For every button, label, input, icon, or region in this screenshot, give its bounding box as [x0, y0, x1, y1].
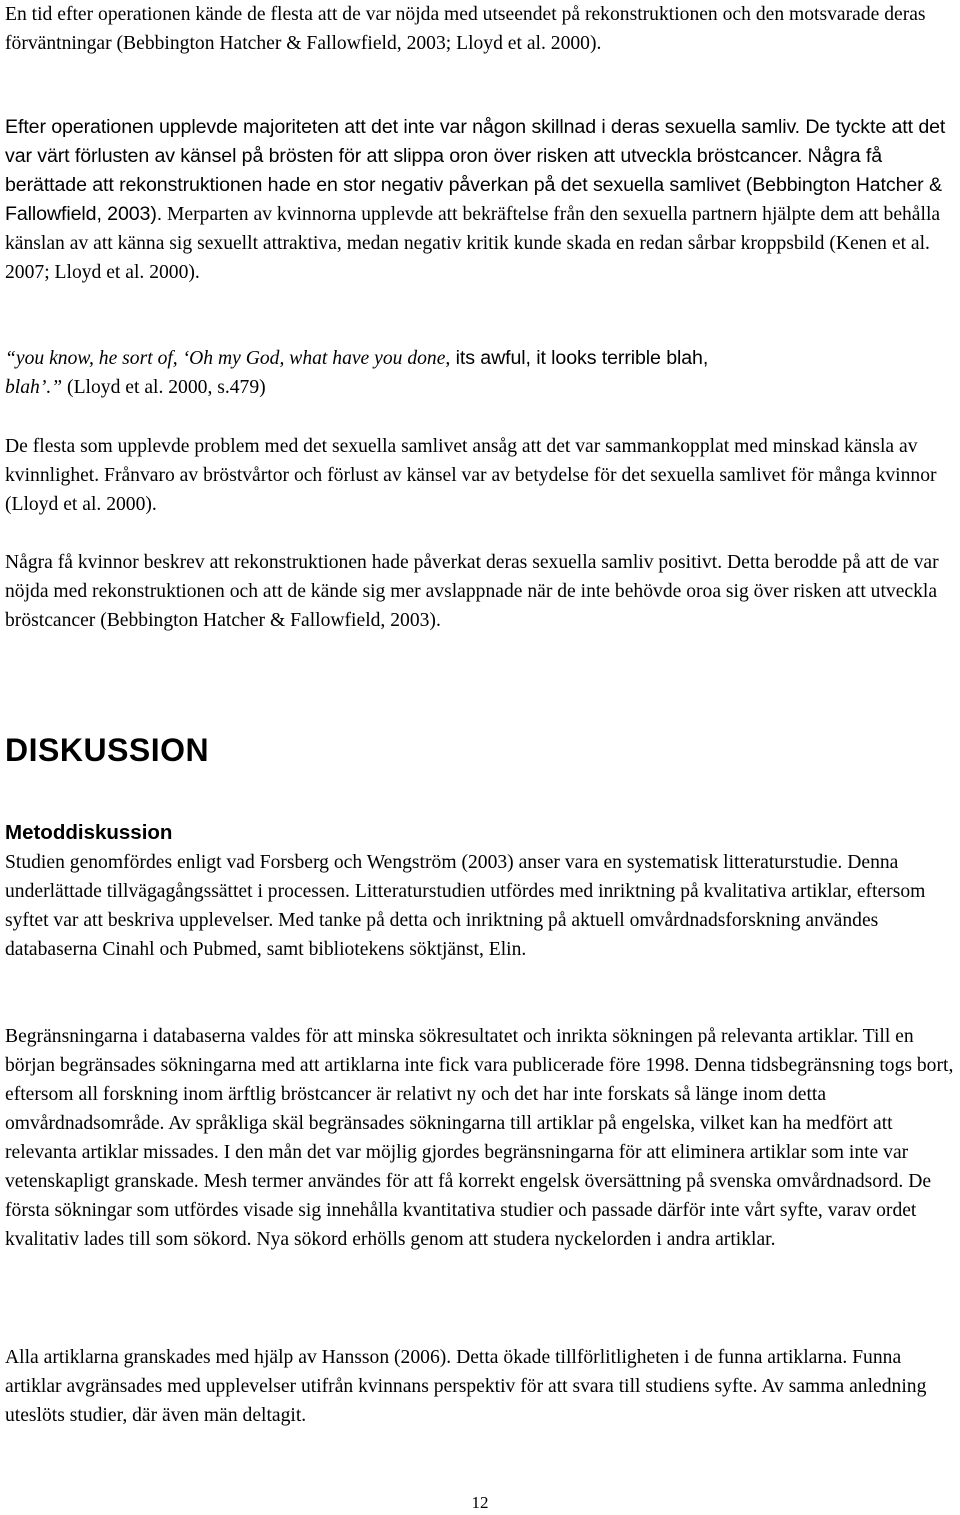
- paragraph-positive-effect: [5, 548, 955, 635]
- page-number: 12: [471, 1493, 489, 1512]
- quote-citation: (Lloyd et al. 2000, s.479): [62, 377, 266, 398]
- paragraph-text: Begränsningarna i databaserna valdes för att minska sökresultatet och inrikta sökningen på relevanta artiklar. Till en början begränsades sökningarna med att artiklarna inte fick vara publicerade före 1998. Denna tidsbegränsning togs bort, eftersom all forskning inom ärftlig bröstcancer är relativt ny och det har inte forskats så länge inom detta omvårdnadsområde. Av språkliga skäl begränsades sökningarna till artiklar på engelska, vilket kan ha medfört att relevanta artiklar missades. I den mån det var möjlig gjordes begränsningarna för att eliminera artiklar som inte var vetenskapligt granskade. Mesh termer användes för att få korrekt engelsk översättning på svenska omvårdnadsord. De första sökningar som utfördes visade sig innehålla kvantitativa studier och passade därför inte vårt syfte, varav ordet kvalitativ lades till som sökord. Nya sökord erhölls genom att studera nyckelorden i andra artiklar.: [5, 1026, 954, 1250]
- paragraph-serif-text: Merparten av kvinnorna upplevde att bekräftelse från den sexuella partnern hjälpte dem att behålla känslan av att känna sig sexuellt attraktiva, medan negativ kritik kunde skada en redan sårbar kroppsbild (Kenen et al. 2007; Lloyd et al. 2000).: [5, 204, 941, 283]
- paragraph-method-limitations: [5, 1022, 955, 1254]
- paragraph-text: Studien genomfördes enligt vad Forsberg och Wengström (2003) anser vara en systematisk litteraturstudie. Denna underlättade tillvägagångssättet i processen. Litteraturstudien utfördes med inriktning på kvalitativa artiklar, eftersom syftet var att beskriva upplevelser. Med tanke på detta och inriktning på aktuell omvårdnadsforskning användes databaserna Cinahl och Pubmed, samt bibliotekens söktjänst, Elin.: [5, 852, 926, 960]
- paragraph-text: De flesta som upplevde problem med det sexuella samlivet ansåg att det var sammankopplat med minskad känsla av kvinnlighet. Frånvaro av bröstvårtor och förlust av känsel var av betydelse för det sexuella samlivet för många kvinnor (Lloyd et al. 2000).: [5, 436, 937, 515]
- paragraph-method-study: [5, 848, 955, 964]
- paragraph-femininity: [5, 432, 955, 519]
- section-heading: DISKUSSION: [5, 732, 210, 768]
- paragraph-text: Alla artiklarna granskades med hjälp av Hansson (2006). Detta ökade tillförlitligheten i de funna artiklarna. Funna artiklar avgränsades med upplevelser utifrån kvinnans perspektiv för att svara till studiens syfte. Av samma anledning uteslöts studier, där även män deltagit.: [5, 1347, 927, 1426]
- paragraph-sexual-life: [5, 113, 955, 287]
- paragraph-reconstruction-satisfaction: [5, 0, 955, 58]
- quote-plain-text: its awful, it looks terrible blah,: [450, 347, 709, 369]
- subsection-heading: Metoddiskussion: [5, 821, 173, 844]
- paragraph-sans-text: Efter operationen upplevde majoriteten att det inte var någon skillnad i deras sexuella samliv. De tyckte att det var värt förlusten av känsel på brösten för att slippa oron över risken att utveckla bröstcancer. Några få berättade att rekonstruktionen hade en stor negativ påverkan på det sexuella samlivet (Bebbington Hatcher & Fallowfield, 2003).: [5, 116, 946, 225]
- paragraph-method-review: [5, 1343, 955, 1430]
- quote-italic-text: “you know, he sort of, ‘Oh my God, what have you done,: [5, 348, 451, 369]
- quote-italic-text-end: blah’.”: [5, 377, 63, 398]
- paragraph-text: En tid efter operationen kände de flesta att de var nöjda med utseendet på rekonstruktionen och den motsvarade deras förväntningar (Bebbington Hatcher & Fallowfield, 2003; Lloyd et al. 2000).: [5, 4, 926, 54]
- paragraph-text: Några få kvinnor beskrev att rekonstruktionen hade påverkat deras sexuella samliv positivt. Detta berodde på att de var nöjda med rekonstruktionen och att de kände sig mer avslappnade när de inte behövde oroa sig över risken att utveckla bröstcancer (Bebbington Hatcher & Fallowfield, 2003).: [5, 552, 939, 631]
- document-page: [5, 0, 955, 1515]
- block-quote: [5, 344, 955, 402]
